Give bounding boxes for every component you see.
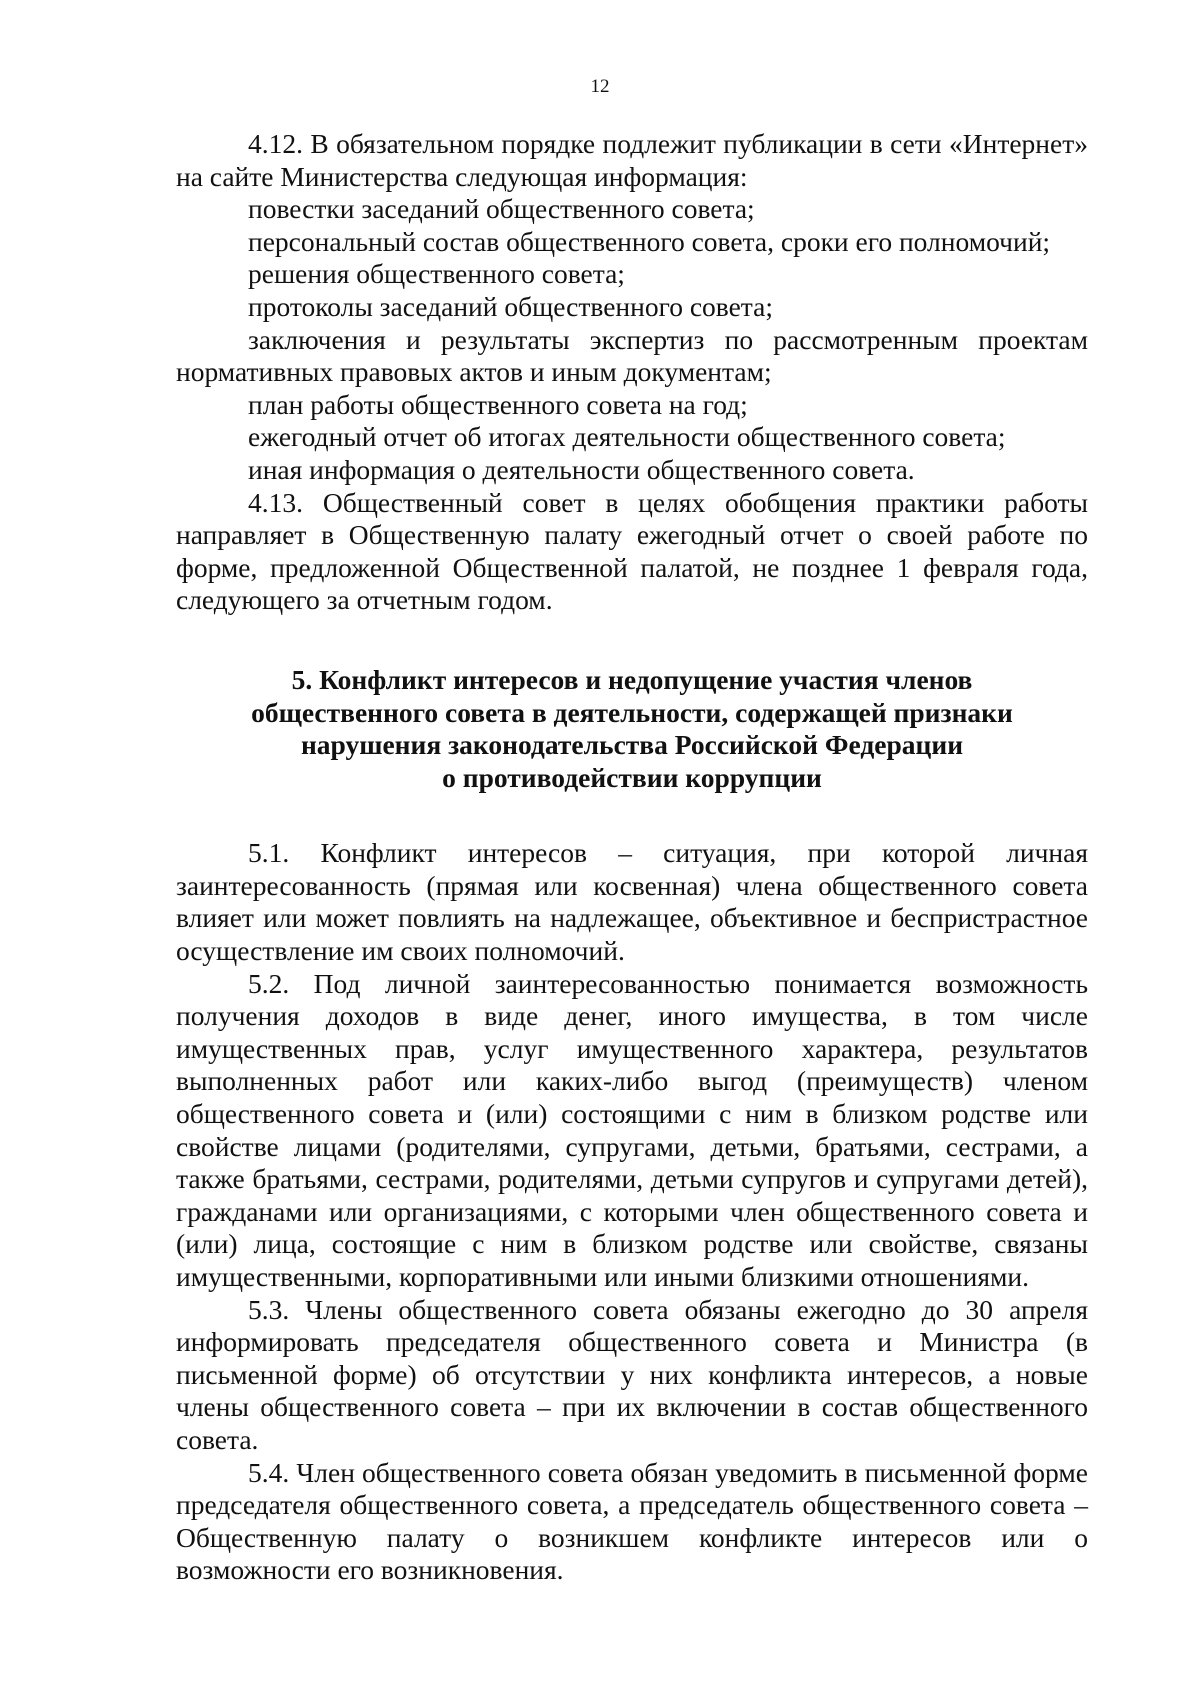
list-item: план работы общественного совета на год;: [248, 388, 748, 420]
heading-line: общественного совета в деятельности, содержащей признаки: [251, 696, 1013, 728]
paragraph-5-1: 5.1. Конфликт интересов – ситуация, при которой личная заинтересованность (прямая или косвенная) члена общественного совета влияет или может повлиять на надлежащее, объективное и беспристрастное осуществление им своих полномочий.: [176, 837, 1088, 967]
list-item: решения общественного совета;: [248, 258, 625, 290]
paragraph-5-3: 5.3. Члены общественного совета обязаны ежегодно до 30 апреля информировать председателя общественного совета и Министра (в письменной форме) об отсутствии у них конфликта интересов, а новые члены общественного совета – при их включении в состав общественного совета.: [176, 1293, 1088, 1455]
list-item: повестки заседаний общественного совета;: [248, 193, 755, 225]
paragraph-4-12: 4.12. В обязательном порядке подлежит публикации в сети «Интернет» на сайте Министерства следующая информация:: [176, 128, 1088, 192]
list-item: персональный состав общественного совета, сроки его полномочий;: [248, 225, 1051, 257]
list-item: протоколы заседаний общественного совета;: [248, 290, 774, 322]
heading-line: нарушения законодательства Российской Федерации: [300, 729, 964, 761]
paragraph-5-4: 5.4. Член общественного совета обязан уведомить в письменной форме председателя общественного совета, а председатель общественного совета – Общественную палату о возникшем конфликте интересов или о возможности его возникновения.: [176, 1456, 1088, 1586]
heading-line: 5. Конфликт интересов и недопущение участия членов: [291, 663, 973, 695]
paragraph-5-2: 5.2. Под личной заинтересованностью понимается возможность получения доходов в виде денег, иного имущества, в том числе имущественных прав, услуг имущественного характера, результатов выполненных работ или каких-либо выгод (преимуществ) членом общественного совета и (или) состоящими с ним в близком родстве или свойстве лицами (родителями, супругами, детьми, братьями, сестрами, а также братьями, сестрами, родителями, детьми супругов и супругами детей), гражданами или организациями, с которыми член общественного совета и (или) лица, состоящие с ним в близком родстве или свойстве, связаны имущественными, корпоративными или иными близкими отношениями.: [176, 967, 1088, 1292]
document-body: [176, 128, 1088, 1587]
section-5-heading: [176, 664, 1088, 794]
page-number: 12: [590, 76, 610, 97]
list-item: ежегодный отчет об итогах деятельности общественного совета;: [248, 421, 1006, 453]
list-item: заключения и результаты экспертиз по рассмотренным проектам нормативных правовых актов и иным документам;: [176, 323, 1088, 388]
paragraph-4-13: 4.13. Общественный совет в целях обобщения практики работы направляет в Общественную палату ежегодный отчет о своей работе по форме, предложенной Общественной палатой, не позднее 1 февраля года, следующего за отчетным годом.: [176, 486, 1088, 616]
heading-line: о противодействии коррупции: [442, 761, 822, 793]
list-item: иная информация о деятельности общественного совета.: [248, 453, 915, 485]
